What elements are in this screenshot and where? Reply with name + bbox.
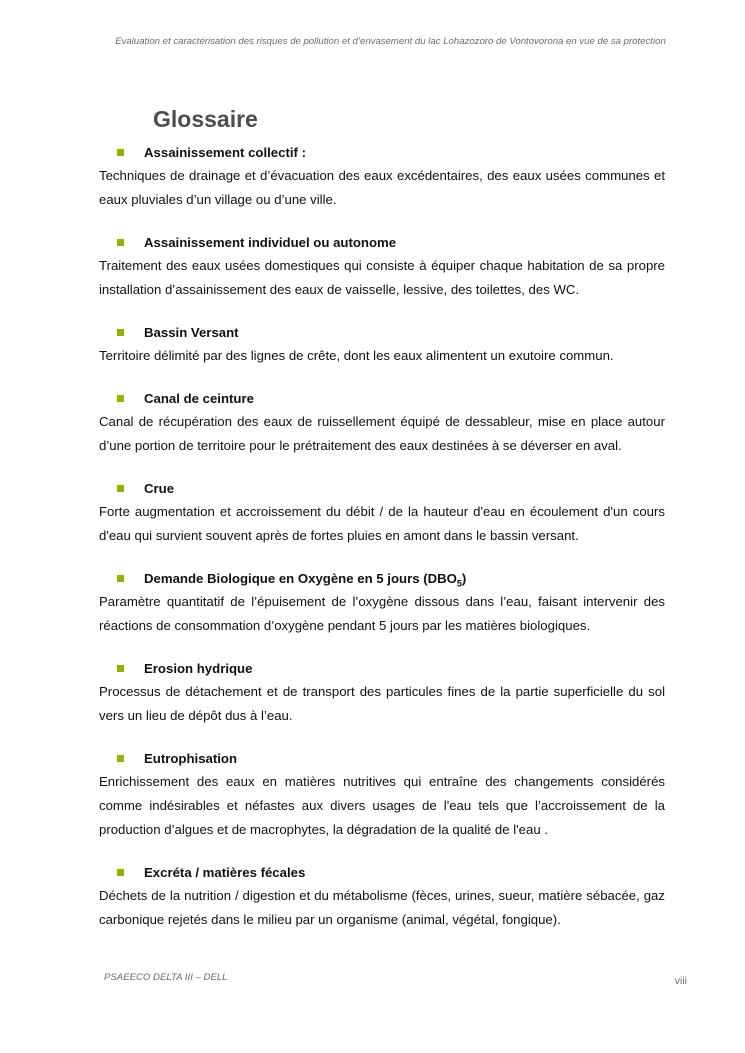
square-bullet-icon <box>117 869 124 876</box>
running-header: Evaluation et caractérisation des risques de pollution et d’envasement du lac Lohazozoro de Vontovorona en vue de sa protection <box>115 36 666 47</box>
term-definition: Processus de détachement et de transport des particules fines de la partie superficielle du sol vers un lieu de dépôt dus à l’eau. <box>99 684 665 723</box>
glossary-entry <box>99 568 665 638</box>
term-label: Assainissement collectif : <box>144 145 306 160</box>
term-definition: Traitement des eaux usées domestiques qui consiste à équiper chaque habitation de sa propre installation d’assainissement des eaux de vaisselle, lessive, des toilettes, des WC. <box>99 258 665 297</box>
glossary-entry <box>99 748 665 842</box>
square-bullet-icon <box>117 485 124 492</box>
term-label: Erosion hydrique <box>144 661 253 676</box>
square-bullet-icon <box>117 395 124 402</box>
glossary-entry <box>99 658 665 728</box>
square-bullet-icon <box>117 239 124 246</box>
glossary-entry <box>99 862 665 932</box>
glossary-list <box>99 142 665 952</box>
term-definition: Techniques de drainage et d’évacuation des eaux excédentaires, des eaux usées communes et eaux pluviales d’un village ou d’une ville. <box>99 168 665 207</box>
term-definition: Déchets de la nutrition / digestion et du métabolisme (fèces, urines, sueur, matière sébacée, gaz carbonique rejetés dans le milieu par un organisme (animal, végétal, fongique). <box>99 888 665 927</box>
term-label-main: Demande Biologique en Oxygène en 5 jours (DBO <box>144 571 457 586</box>
page-number: viii <box>674 975 687 987</box>
square-bullet-icon <box>117 755 124 762</box>
square-bullet-icon <box>117 575 124 582</box>
glossary-term <box>99 862 665 884</box>
square-bullet-icon <box>117 329 124 336</box>
term-definition: Canal de récupération des eaux de ruissellement équipé de dessableur, mise en place autour d’une portion de territoire pour le prétraitement des eaux destinées à se déverser en aval. <box>99 414 665 453</box>
term-label: Bassin Versant <box>144 325 239 340</box>
glossary-term <box>99 568 665 590</box>
term-definition: Enrichissement des eaux en matières nutritives qui entraîne des changements considérés comme indésirables et néfastes aux divers usages de l'eau tels que l’accroissement de la production d’algues et de macrophytes, la dégradation de la qualité de l'eau . <box>99 774 665 837</box>
square-bullet-icon <box>117 149 124 156</box>
glossary-term <box>99 748 665 770</box>
glossary-term <box>99 322 665 344</box>
glossary-entry <box>99 388 665 458</box>
square-bullet-icon <box>117 665 124 672</box>
term-label: Assainissement individuel ou autonome <box>144 235 397 250</box>
glossary-entry <box>99 478 665 548</box>
term-definition: Territoire délimité par des lignes de crête, dont les eaux alimentent un exutoire commun. <box>99 348 614 363</box>
page-title: Glossaire <box>153 106 258 132</box>
glossary-entry <box>99 232 665 302</box>
term-label: Crue <box>144 481 175 496</box>
term-label: Eutrophisation <box>144 751 238 766</box>
term-label: Canal de ceinture <box>144 391 254 406</box>
term-label-suffix: ) <box>461 571 467 586</box>
footer-project-label: PSAEECO DELTA III – DELL <box>104 972 228 983</box>
term-definition: Paramètre quantitatif de l’épuisement de l’oxygène dissous dans l’eau, faisant intervenir des réactions de consommation d’oxygène pendant 5 jours par les matières biologiques. <box>99 594 665 633</box>
glossary-term <box>99 388 665 410</box>
term-definition: Forte augmentation et accroissement du débit / de la hauteur d'eau en écoulement d'un cours d'eau qui survient souvent après de fortes pluies en amont dans le bassin versant. <box>99 504 665 543</box>
glossary-term <box>99 658 665 680</box>
term-label: Excréta / matières fécales <box>144 865 306 880</box>
glossary-entry <box>99 142 665 212</box>
glossary-term <box>99 478 665 500</box>
term-label <box>144 571 467 589</box>
glossary-entry <box>99 322 665 368</box>
glossary-term <box>99 142 665 164</box>
term-subscript: 5 <box>456 578 462 589</box>
glossary-term <box>99 232 665 254</box>
